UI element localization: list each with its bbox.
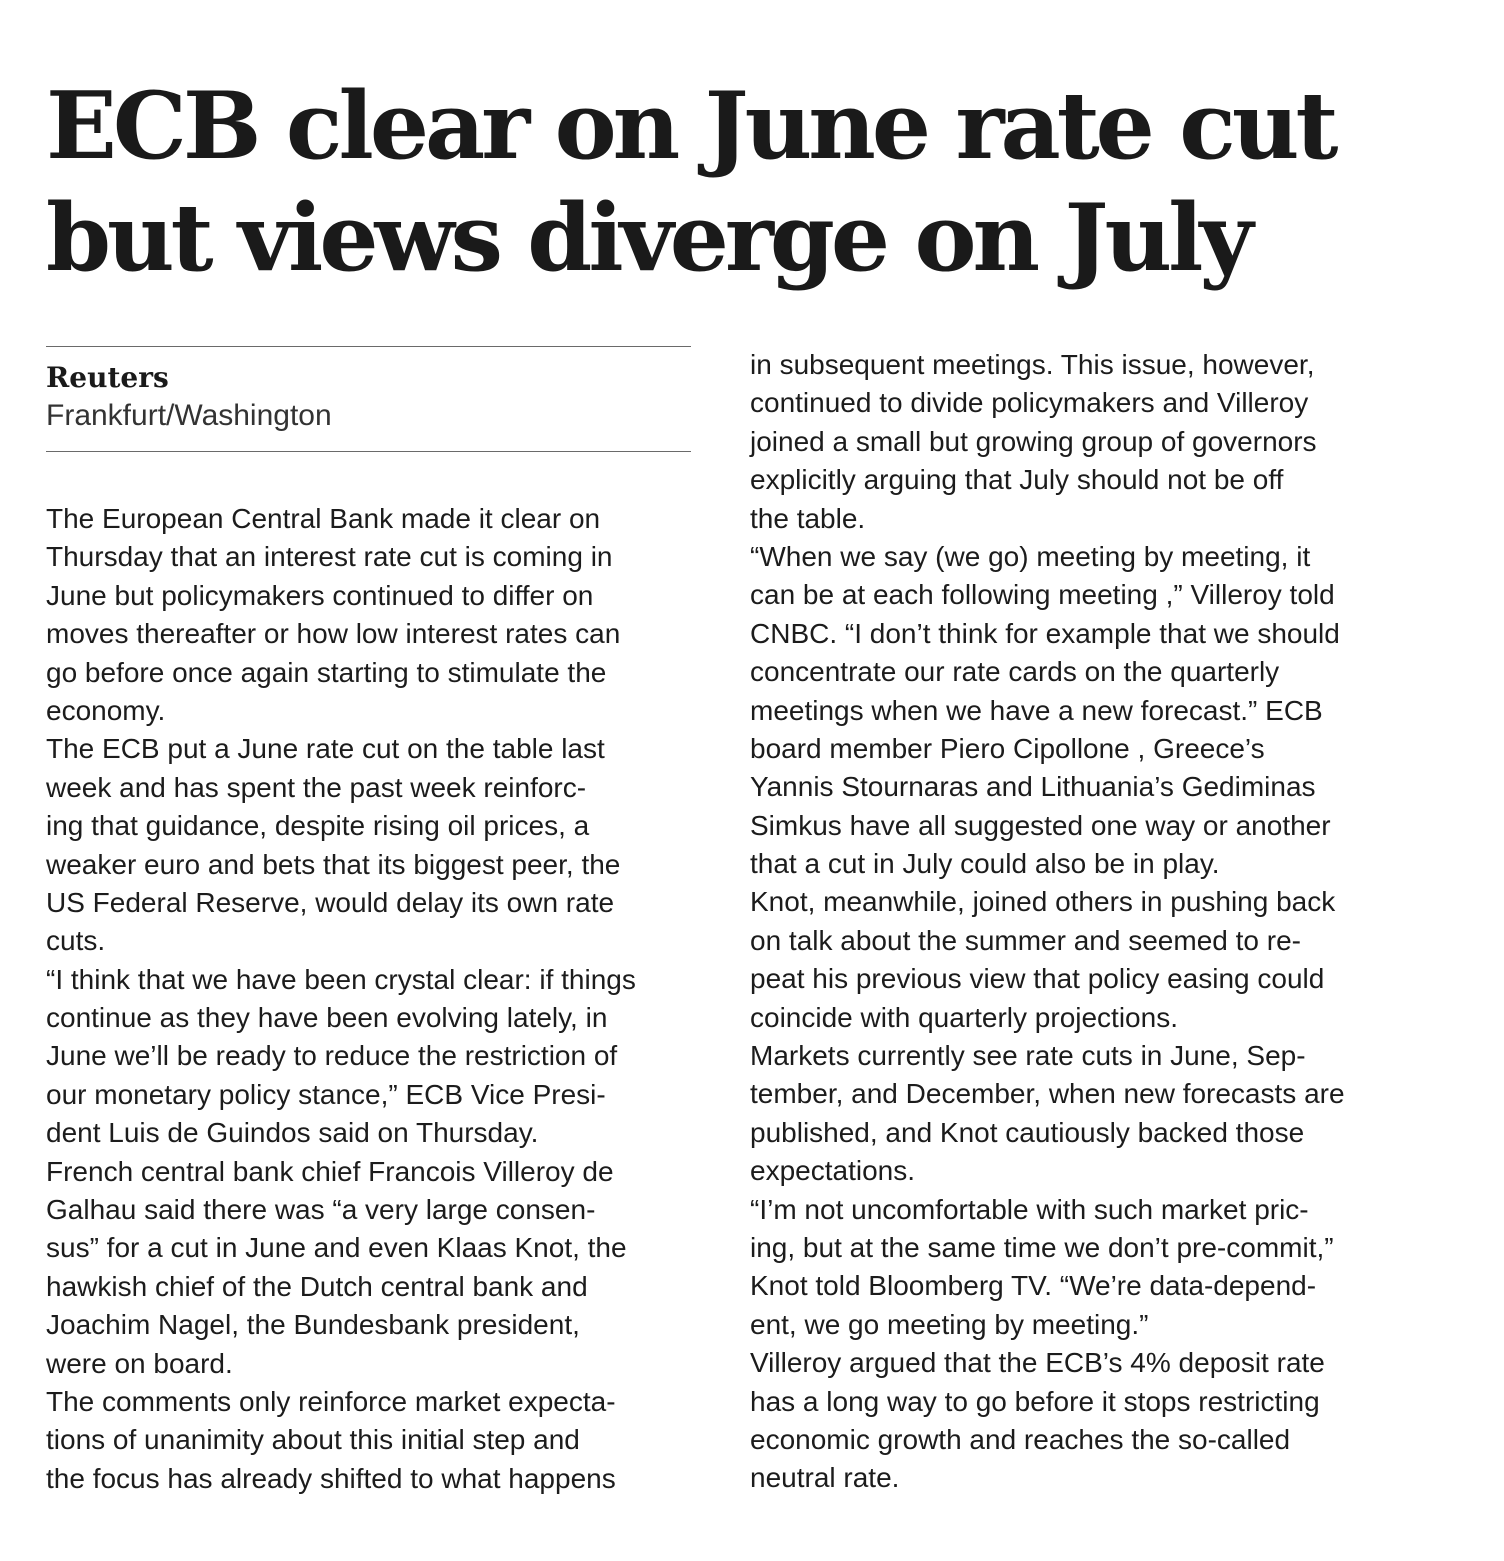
body-text-line: cuts. <box>46 925 106 957</box>
body-text-line: Galhau said there was “a very large consen- <box>46 1194 596 1226</box>
body-text-line: dent Luis de Guindos said on Thursday. <box>46 1117 539 1149</box>
article-column-left <box>46 500 711 1498</box>
body-text-line: Joachim Nagel, the Bundesbank president, <box>46 1309 580 1341</box>
body-text-line: neutral rate. <box>750 1462 900 1494</box>
body-text-line: our monetary policy stance,” ECB Vice Presi- <box>46 1078 606 1110</box>
body-text-line: Yannis Stournaras and Lithuania’s Gediminas <box>750 771 1316 803</box>
body-text-line: “I’m not uncomfortable with such market pric- <box>750 1193 1309 1225</box>
body-text-line: joined a small but growing group of governors <box>750 425 1317 457</box>
headline-line-2: but views diverge on July <box>46 183 1250 292</box>
body-text-line: June we’ll be ready to reduce the restriction of <box>46 1040 618 1072</box>
body-text-line: sus” for a cut in June and even Klaas Knot, the <box>46 1232 627 1264</box>
body-text-line: go before once again starting to stimulate the <box>46 656 607 688</box>
body-text-line: board member Piero Cipollone , Greece’s <box>750 732 1265 764</box>
body-text-line: CNBC. “I don’t think for example that we should <box>750 617 1340 649</box>
headline <box>46 70 1476 294</box>
body-text-line: the focus has already shifted to what happens <box>46 1462 616 1494</box>
headline-line-1: ECB clear on June rate cut <box>46 71 1335 180</box>
body-text-line: economy. <box>46 694 166 726</box>
body-text-line: June but policymakers continued to differ on <box>46 579 594 611</box>
body-text-line: moves thereafter or how low interest rates can <box>46 618 621 650</box>
body-text-line: tember, and December, when new forecasts are <box>750 1078 1345 1110</box>
body-text-line: The European Central Bank made it clear on <box>46 503 601 534</box>
byline-dateline: Frankfurt/Washington <box>46 399 332 432</box>
body-text-line: peat his previous view that policy easing could <box>750 963 1325 995</box>
body-text-line: expectations. <box>750 1155 915 1187</box>
body-text-line: Markets currently see rate cuts in June, Sep- <box>750 1040 1306 1072</box>
byline <box>46 346 691 452</box>
body-text-line: ing that guidance, despite rising oil prices, a <box>46 810 590 842</box>
body-text-line: has a long way to go before it stops restricting <box>750 1385 1320 1417</box>
body-text-line: were on board. <box>46 1347 233 1379</box>
body-text-line: published, and Knot cautiously backed those <box>750 1116 1305 1148</box>
body-text-line: weaker euro and bets that its biggest peer, the <box>46 848 621 880</box>
body-text-line: that a cut in July could also be in play. <box>750 848 1220 880</box>
body-text-line: coincide with quarterly projections. <box>750 1001 1178 1033</box>
body-text-line: explicitly arguing that July should not be off <box>750 464 1284 496</box>
body-text-line: economic growth and reaches the so-called <box>750 1423 1291 1455</box>
body-text-line: hawkish chief of the Dutch central bank and <box>46 1270 588 1302</box>
body-text-line: continue as they have been evolving lately, in <box>46 1002 608 1034</box>
body-text-line: French central bank chief Francois Villeroy de <box>46 1155 614 1187</box>
body-text-line: meetings when we have a new forecast.” ECB <box>750 694 1323 726</box>
body-text-line: on talk about the summer and seemed to re- <box>750 924 1301 956</box>
body-text-line: week and has spent the past week reinforc- <box>46 771 587 803</box>
byline-agency: Reuters <box>46 361 169 394</box>
body-text-line: Simkus have all suggested one way or another <box>750 809 1331 841</box>
body-text-line: Thursday that an interest rate cut is coming in <box>46 541 613 573</box>
body-text-line: ent, we go meeting by meeting.” <box>750 1308 1149 1340</box>
body-text-line: the table. <box>750 502 866 534</box>
body-text-line: The ECB put a June rate cut on the table last <box>46 733 605 765</box>
body-text-line: Knot, meanwhile, joined others in pushing back <box>750 886 1336 918</box>
body-text-line: Knot told Bloomberg TV. “We’re data-depend- <box>750 1270 1317 1302</box>
body-text-line: “I think that we have been crystal clear: if things <box>46 963 636 995</box>
body-text-line: The comments only reinforce market expecta- <box>46 1385 616 1417</box>
body-text-line: US Federal Reserve, would delay its own rate <box>46 886 615 918</box>
body-text-line: Villeroy argued that the ECB’s 4% deposit rate <box>750 1347 1325 1379</box>
body-text-line: tions of unanimity about this initial step and <box>46 1424 580 1456</box>
body-text-line: ing, but at the same time we don’t pre-commit,” <box>750 1231 1334 1263</box>
body-text-line: “When we say (we go) meeting by meeting, it <box>750 540 1311 572</box>
body-text-line: concentrate our rate cards on the quarterly <box>750 656 1280 688</box>
body-text-line: in subsequent meetings. This issue, however, <box>750 349 1315 380</box>
article-column-right <box>750 346 1440 1498</box>
body-text-line: continued to divide policymakers and Villeroy <box>750 387 1309 419</box>
body-text-line: can be at each following meeting ,” Villeroy told <box>750 579 1335 611</box>
